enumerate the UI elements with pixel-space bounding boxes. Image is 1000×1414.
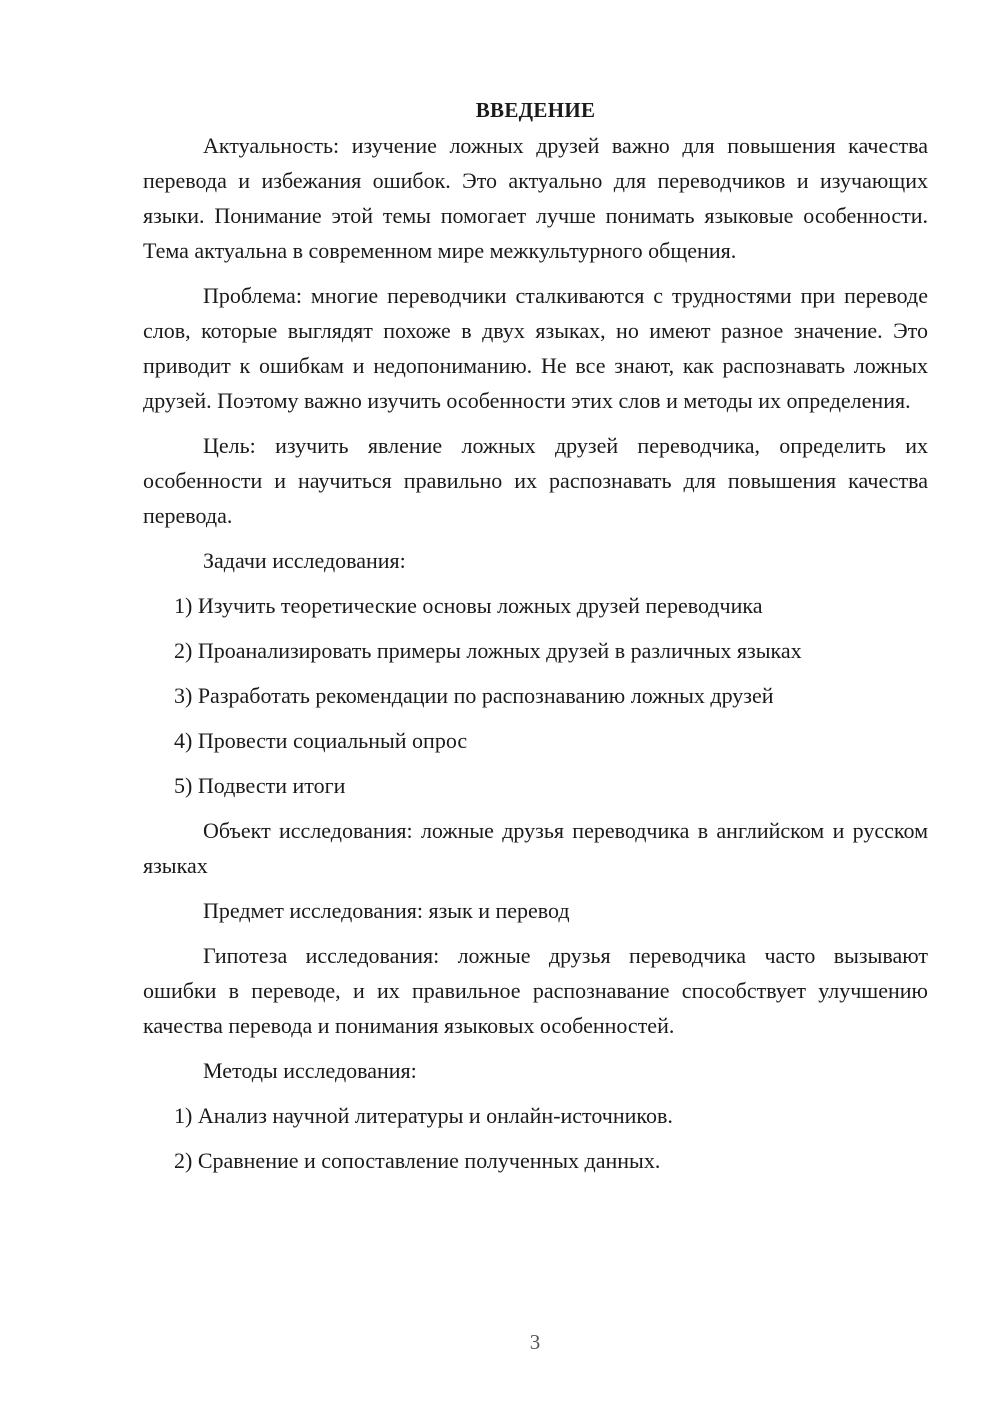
method-item: 1) Анализ научной литературы и онлайн-источников.	[174, 1103, 673, 1128]
task-item: 1) Изучить теоретические основы ложных друзей переводчика	[174, 593, 763, 618]
problem-paragraph: Проблема: многие переводчики сталкиваются с трудностями при переводе слов, которые выглядят похоже в двух языках, но имеют разное значение. Это приводит к ошибкам и недопониманию. Не все знают, как распознавать ложных друзей. Поэтому важно изучить особенности этих слов и методы их определения.	[143, 283, 928, 413]
task-item: 5) Подвести итоги	[174, 773, 346, 798]
relevance-paragraph: Актуальность: изучение ложных друзей важно для повышения качества перевода и избежания ошибок. Это актуально для переводчиков и изучающих языки. Понимание этой темы помогает лучше понимать языковые особенности. Тема актуальна в современном мире межкультурного общения.	[143, 133, 928, 263]
hypothesis-paragraph: Гипотеза исследования: ложные друзья переводчика часто вызывают ошибки в переводе, и их правильное распознавание способствует улучшению качества перевода и понимания языковых особенностей.	[143, 943, 928, 1038]
task-item: 2) Проанализировать примеры ложных друзей в различных языках	[174, 638, 802, 663]
method-item: 2) Сравнение и сопоставление полученных данных.	[174, 1148, 661, 1173]
document-page	[143, 92, 928, 1188]
page-number: 3	[529, 1330, 541, 1354]
task-item: 4) Провести социальный опрос	[174, 728, 468, 753]
goal-paragraph: Цель: изучить явление ложных друзей переводчика, определить их особенности и научиться правильно их распознавать для повышения качества перевода.	[143, 433, 928, 528]
methods-label: Методы исследования:	[203, 1058, 417, 1083]
section-title: ВВЕДЕНИЕ	[475, 98, 596, 122]
tasks-label: Задачи исследования:	[203, 548, 406, 573]
object-paragraph: Объект исследования: ложные друзья переводчика в английском и русском языках	[143, 818, 928, 878]
subject-paragraph: Предмет исследования: язык и перевод	[203, 898, 570, 923]
task-item: 3) Разработать рекомендации по распознаванию ложных друзей	[174, 683, 774, 708]
